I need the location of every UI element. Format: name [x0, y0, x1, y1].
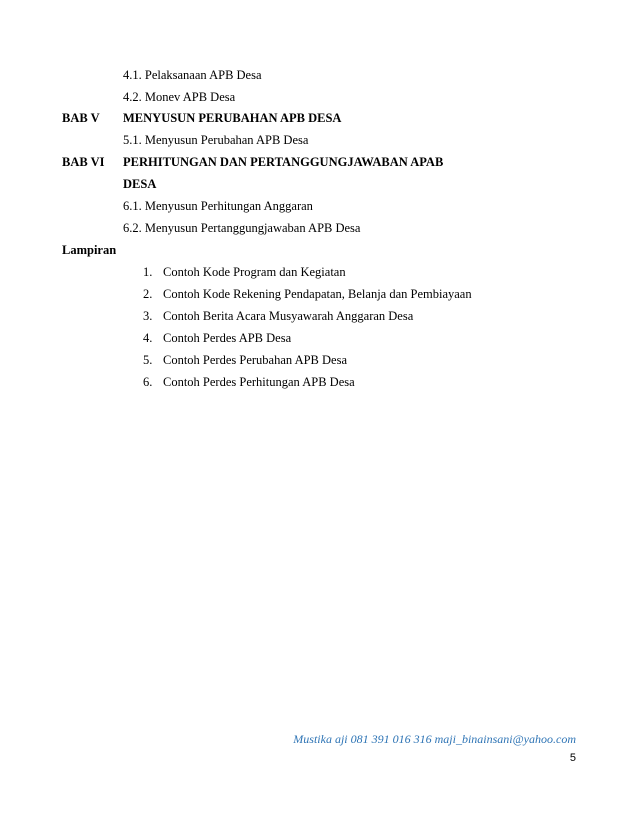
- lampiran-item-number: 1.: [143, 265, 153, 279]
- footer-contact: Mustika aji 081 391 016 316 maji_binainsani@yahoo.com: [293, 732, 576, 746]
- lampiran-item-text: Contoh Perdes APB Desa: [163, 331, 292, 345]
- lampiran-item-number: 5.: [143, 353, 153, 367]
- lampiran-item: [143, 286, 472, 302]
- lampiran-item-text: Contoh Kode Rekening Pendapatan, Belanja dan Pembiayaan: [163, 287, 472, 301]
- bab5-label: BAB V: [62, 111, 100, 125]
- page-number: 5: [569, 752, 576, 764]
- lampiran-item: [143, 308, 413, 324]
- lampiran-label: Lampiran: [62, 243, 117, 257]
- toc-item-4-2: 4.2. Monev APB Desa: [123, 90, 236, 104]
- toc-item-5-1: 5.1. Menyusun Perubahan APB Desa: [123, 133, 309, 147]
- lampiran-item-number: 4.: [143, 331, 153, 345]
- lampiran-item-text: Contoh Perdes Perhitungan APB Desa: [163, 375, 355, 389]
- lampiran-item: [143, 374, 355, 390]
- bab6-label: BAB VI: [62, 155, 105, 169]
- toc-item-6-1: 6.1. Menyusun Perhitungan Anggaran: [123, 199, 313, 213]
- lampiran-item: [143, 264, 346, 280]
- lampiran-item-number: 3.: [143, 309, 153, 323]
- toc-item-6-2: 6.2. Menyusun Pertanggungjawaban APB Desa: [123, 221, 361, 235]
- lampiran-item-text: Contoh Berita Acara Musyawarah Anggaran Desa: [163, 309, 414, 323]
- lampiran-item-number: 2.: [143, 287, 153, 301]
- bab6-title-line1: PERHITUNGAN DAN PERTANGGUNGJAWABAN APAB: [123, 155, 444, 169]
- lampiran-item-number: 6.: [143, 375, 153, 389]
- lampiran-item: [143, 330, 291, 346]
- lampiran-item: [143, 352, 347, 368]
- lampiran-item-text: Contoh Kode Program dan Kegiatan: [163, 265, 346, 279]
- lampiran-item-text: Contoh Perdes Perubahan APB Desa: [163, 353, 348, 367]
- bab6-title-line2: DESA: [123, 177, 157, 191]
- toc-item-4-1: 4.1. Pelaksanaan APB Desa: [123, 68, 262, 82]
- bab5-title: MENYUSUN PERUBAHAN APB DESA: [123, 111, 342, 125]
